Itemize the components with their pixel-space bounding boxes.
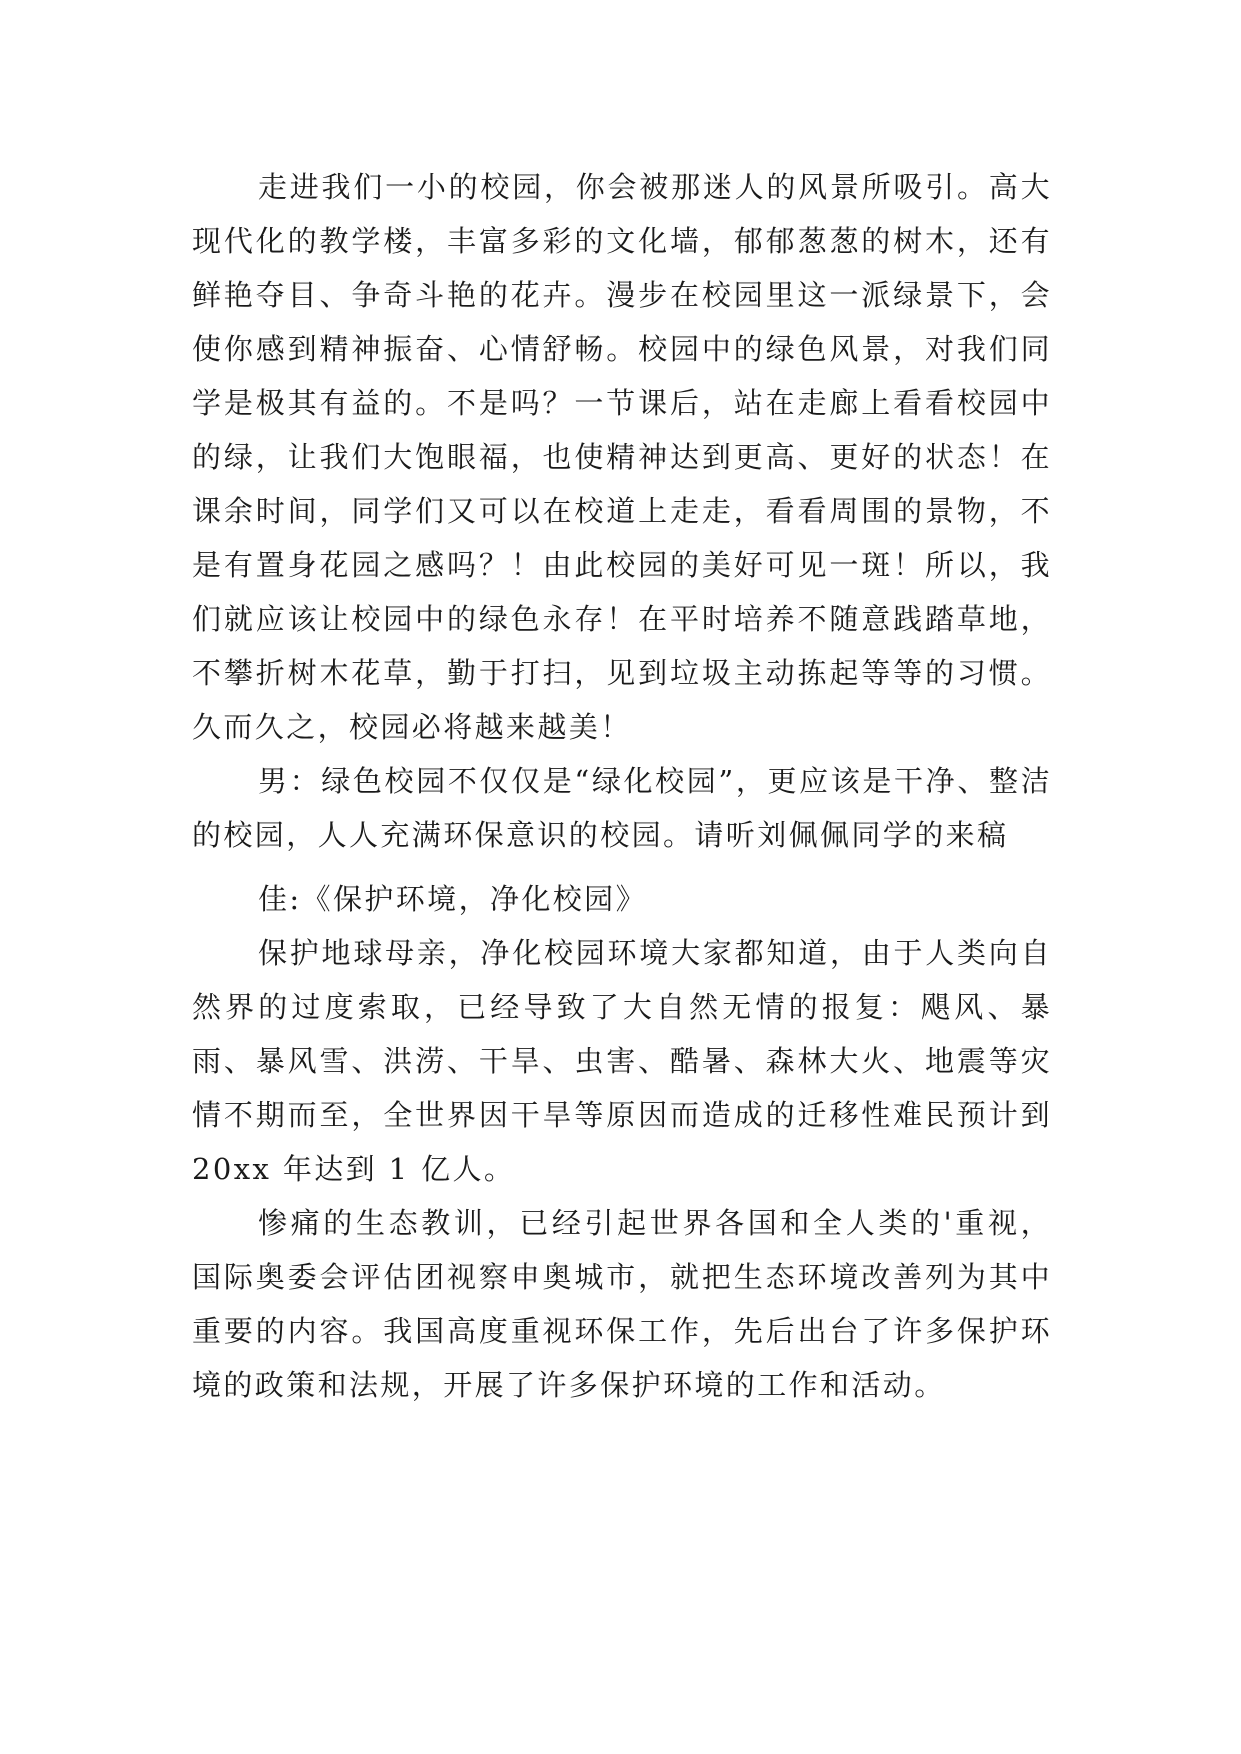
paragraph-male-host: 男：绿色校园不仅仅是“绿化校园”，更应该是干净、整洁的校园，人人充满环保意识的校园。请听刘佩佩同学的来稿 [192,764,1052,852]
document-body [192,160,1052,1412]
paragraph-campus-scenery: 走进我们一小的校园，你会被那迷人的风景所吸引。高大现代化的教学楼，丰富多彩的文化墙，郁郁葱葱的树木，还有鲜艳夺目、争奇斗艳的花卉。漫步在校园里这一派绿景下，会使你感到精神振奋、心情舒畅。校园中的绿色风景，对我们同学是极其有益的。不是吗？一节课后，站在走廊上看看校园中的绿，让我们大饱眼福，也使精神达到更高、更好的状态！在课余时间，同学们又可以在校道上走走，看看周围的景物，不是有置身花园之感吗？！由此校园的美好可见一斑！所以，我们就应该让校园中的绿色永存！在平时培养不随意践踏草地，不攀折树木花草，勤于打扫，见到垃圾主动拣起等等的习惯。久而久之，校园必将越来越美！ [192,170,1052,744]
paragraph-ecological-lesson: 惨痛的生态教训，已经引起世界各国和全人类的'重视，国际奥委会评估团视察申奥城市，就把生态环境改善列为其中重要的内容。我国高度重视环保工作，先后出台了许多保护环境的政策和法规，开展了许多保护环境的工作和活动。 [192,1206,1052,1402]
paragraph-article-title: 佳:《保护环境，净化校园》 [258,882,647,916]
paragraph-protect-earth: 保护地球母亲，净化校园环境大家都知道，由于人类向自然界的过度索取，已经导致了大自然无情的报复：飓风、暴雨、暴风雪、洪涝、干旱、虫害、酷暑、森林大火、地震等灾情不期而至，全世界因干旱等原因而造成的迁移性难民预计到 20xx 年达到 1 亿人。 [192,936,1052,1186]
